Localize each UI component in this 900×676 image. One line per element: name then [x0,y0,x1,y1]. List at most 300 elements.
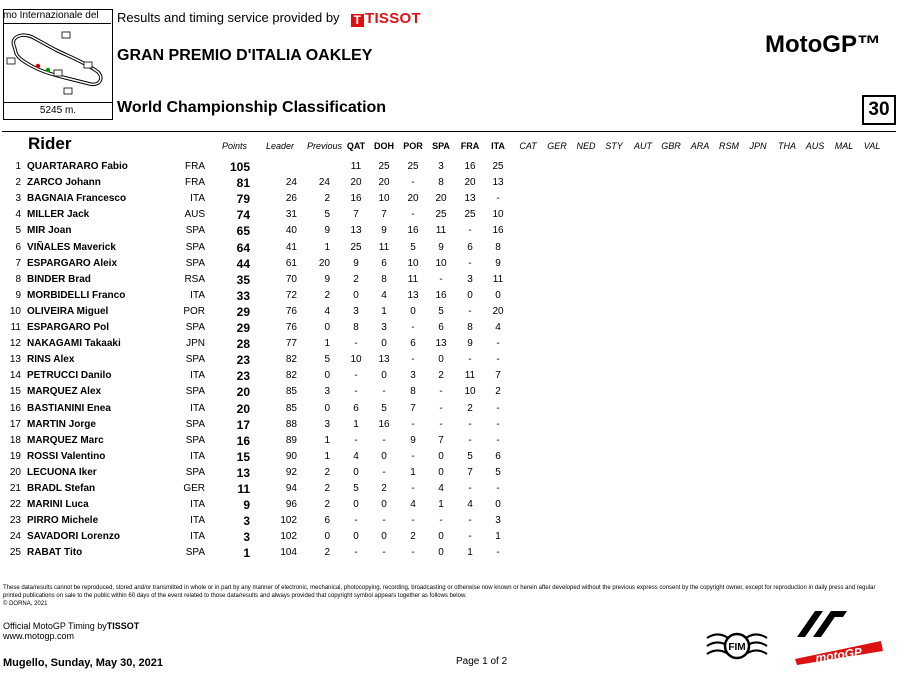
race-points-cell: 9 [381,225,387,237]
rider-gap-previous: 9 [324,273,330,285]
column-header-race: FRA [460,141,480,151]
rider-nation: ITA [190,193,205,205]
rider-nation: FRA [185,161,205,172]
race-points-cell: - [354,434,358,446]
rider-name: OLIVEIRA Miguel [27,305,109,317]
rider-points: 16 [236,433,250,448]
circuit-track-map [6,26,108,98]
race-points-cell: 13 [378,354,390,366]
header-divider [2,131,896,132]
rider-nation: FRA [185,177,205,189]
race-points-cell: 9 [438,241,444,253]
rider-gap-leader: 77 [285,338,297,350]
rider-position: 17 [9,418,21,430]
race-points-cell: - [411,515,415,527]
column-header-race: THA [778,141,796,151]
official-timing-brand: TISSOT [106,621,140,631]
race-points-cell: 20 [407,193,419,205]
column-header-race: SPA [432,141,450,151]
race-points-cell: - [411,322,415,333]
race-points-cell: 13 [407,289,419,301]
rider-position: 22 [9,499,21,511]
table-row [0,274,900,290]
rider-position: 5 [15,225,21,237]
race-points-cell: - [411,177,415,189]
rider-nation: ITA [190,450,205,462]
rider-points: 44 [236,256,250,271]
race-points-cell: 13 [435,338,447,350]
tissot-wordmark: TISSOT [365,10,421,27]
rider-gap-previous: 24 [318,177,330,189]
motogp-mark-text: motoGP [814,644,863,665]
rider-name: ZARCO Johann [27,177,101,189]
race-points-cell: 3 [467,273,473,285]
race-points-cell: - [411,450,415,462]
race-points-cell: 0 [438,450,444,462]
rider-name: MARTIN Jorge [27,418,96,430]
rider-gap-leader: 96 [285,499,297,511]
race-points-cell: 2 [410,531,416,543]
race-points-cell: 11 [407,273,419,285]
race-points-cell: 0 [353,466,359,478]
tissot-cross-icon: T [351,14,364,27]
rider-name: MILLER Jack [27,209,90,221]
race-points-cell: 10 [350,354,362,366]
race-points-cell: 1 [353,418,359,430]
rider-nation: AUS [184,209,205,221]
rider-points: 11 [237,482,250,496]
rider-name: MARQUEZ Alex [27,386,102,398]
race-points-cell: 25 [378,161,390,172]
website-url[interactable]: www.motogp.com [3,631,75,641]
rider-points: 65 [236,224,250,239]
rider-points: 23 [236,353,250,368]
race-points-cell: 20 [435,193,447,205]
rider-position: 8 [15,273,21,285]
race-points-cell: 0 [353,499,359,511]
rider-name: MORBIDELLI Franco [27,289,126,301]
race-points-cell: 11 [378,241,390,253]
rider-position: 18 [9,434,21,446]
circuit-length: 5245 m. [3,102,113,120]
race-points-cell: 3 [353,305,359,317]
rider-nation: ITA [190,370,205,382]
rider-gap-leader: 85 [285,402,297,414]
race-points-cell: - [354,547,358,559]
circuit-name: mo Internazionale del [3,9,111,24]
event-title: GRAN PREMIO D'ITALIA OAKLEY [117,47,373,64]
rider-nation: ITA [190,515,205,527]
race-points-cell: - [496,418,500,430]
rider-gap-previous: 0 [324,531,330,543]
rider-gap-previous: 5 [324,354,330,366]
race-points-cell: 4 [381,289,387,301]
race-points-cell: 0 [381,338,387,350]
table-row [0,161,900,177]
race-points-cell: - [439,273,443,285]
rider-points: 105 [229,160,250,174]
rider-gap-previous: 2 [324,289,330,301]
race-points-cell: 1 [381,305,387,317]
rider-points: 28 [236,337,250,352]
rider-position: 11 [10,322,21,333]
race-points-cell: 4 [467,499,473,511]
rider-position: 2 [15,177,21,189]
rider-position: 7 [15,257,21,269]
race-points-cell: 6 [438,322,444,333]
rider-position: 1 [15,161,21,172]
race-points-cell: - [411,483,415,494]
rider-gap-previous: 0 [324,370,330,382]
race-points-cell: - [439,386,443,398]
column-header-race: POR [403,141,423,151]
column-header-previous: Previous [307,141,343,151]
race-points-cell: - [411,354,415,366]
race-points-cell: - [468,305,472,317]
rider-gap-previous: 4 [324,305,330,317]
column-header-leader: Leader [266,141,295,151]
rider-gap-leader: 72 [285,289,297,301]
rider-points: 20 [236,385,250,400]
rider-points: 64 [236,240,250,255]
rider-position: 20 [9,466,21,478]
race-points-cell: - [496,434,500,446]
rider-name: ESPARGARO Pol [27,322,110,333]
race-points-cell: 5 [467,450,473,462]
race-points-cell: 11 [350,161,362,172]
race-points-cell: - [411,418,415,430]
rider-gap-leader: 31 [285,209,297,221]
race-points-cell: - [382,515,386,527]
race-points-cell: 16 [378,418,390,430]
table-row [0,193,900,209]
rider-gap-previous: 5 [324,209,330,221]
rider-name: MARINI Luca [27,499,89,511]
rider-gap-leader: 102 [280,515,297,527]
race-points-cell: 13 [350,225,362,237]
race-points-cell: 10 [407,257,419,269]
race-points-cell: - [354,370,358,382]
rider-nation: JPN [186,338,205,350]
rider-name: RABAT Tito [27,547,83,559]
rider-nation: SPA [185,322,205,333]
column-header-race: AUS [805,141,825,151]
rider-gap-previous: 3 [324,418,330,430]
race-points-cell: - [468,418,472,430]
column-header-race: ITA [491,141,505,151]
rider-gap-leader: 85 [285,386,297,398]
race-points-cell: 6 [467,241,473,253]
race-points-cell: 0 [410,305,416,317]
rider-gap-leader: 70 [285,273,297,285]
rider-name: LECUONA Iker [27,466,97,478]
motogp-brand: MotoGP™ [765,31,881,58]
rider-points: 79 [236,192,250,207]
rider-position: 13 [9,354,21,366]
race-points-cell: 0 [495,499,501,511]
rider-nation: SPA [185,547,205,559]
rider-points: 1 [243,546,250,561]
table-row [0,483,900,499]
rider-gap-previous: 2 [324,499,330,511]
race-points-cell: 4 [410,499,416,511]
table-row [0,322,900,338]
table-row [0,338,900,354]
rider-position: 10 [9,305,21,317]
rider-position: 4 [15,209,21,221]
rider-points: 23 [236,369,250,384]
rider-position: 6 [15,241,21,253]
race-points-cell: 3 [438,161,444,172]
race-points-cell: 8 [467,322,473,333]
rider-position: 15 [9,386,21,398]
column-header-race: CAT [519,141,537,151]
race-points-cell: 7 [467,466,473,478]
race-points-cell: 16 [435,289,447,301]
race-points-cell: 1 [495,531,501,543]
race-points-cell: 2 [381,483,387,494]
rider-name: PIRRO Michele [27,515,99,527]
rider-gap-previous: 2 [324,483,330,494]
rider-gap-previous: 2 [324,193,330,205]
race-points-cell: 0 [381,450,387,462]
race-points-cell: - [468,434,472,446]
rider-gap-previous: 2 [324,547,330,559]
rider-gap-previous: 2 [324,466,330,478]
race-points-cell: 8 [381,273,387,285]
rider-gap-leader: 89 [285,434,297,446]
race-points-cell: - [439,515,443,527]
rider-gap-leader: 90 [285,450,297,462]
race-points-cell: 1 [438,499,444,511]
race-points-cell: 9 [353,257,359,269]
race-points-cell: 6 [495,450,501,462]
rider-nation: ITA [190,531,205,543]
race-points-cell: 2 [495,386,501,398]
column-header-race: MAL [834,141,854,151]
race-points-cell: 7 [438,434,444,446]
race-points-cell: 16 [350,193,362,205]
rider-gap-previous: 1 [324,338,330,350]
provided-by-text: Results and timing service provided by [117,10,340,25]
race-points-cell: 0 [438,466,444,478]
rider-gap-leader: 61 [285,257,297,269]
race-points-cell: 10 [435,257,447,269]
race-points-cell: 0 [353,289,359,301]
fim-text: FIM [728,642,746,653]
rider-gap-previous: 20 [318,257,330,269]
rider-name: MARQUEZ Marc [27,434,104,446]
rider-position: 25 [9,547,21,559]
race-points-cell: - [496,193,500,205]
column-header-race: QAT [346,141,366,151]
race-points-cell: 1 [410,466,416,478]
race-points-cell: 2 [438,370,444,382]
race-points-cell: - [439,418,443,430]
classification-title: World Championship Classification [117,99,387,116]
race-points-cell: - [468,354,472,366]
race-points-cell: 0 [381,531,387,543]
rider-name: BASTIANINI Enea [27,402,111,414]
disclaimer [3,584,883,608]
rider-nation: RSA [184,273,205,285]
column-header-race: ARA [690,141,710,151]
column-header-race: GER [547,141,567,151]
table-row [0,242,900,258]
race-points-cell: 0 [438,547,444,559]
rider-nation: SPA [185,241,205,253]
race-points-cell: 0 [353,531,359,543]
table-row [0,451,900,467]
race-points-cell: - [354,386,358,398]
race-points-cell: 13 [492,177,504,189]
race-points-cell: 9 [410,434,416,446]
rider-gap-leader: 82 [285,370,297,382]
rider-gap-previous: 1 [324,241,330,253]
column-header-race: DOH [374,141,394,151]
race-points-cell: 16 [464,161,476,172]
race-points-cell: 10 [464,386,476,398]
race-points-cell: 13 [464,193,476,205]
rider-nation: ITA [190,289,205,301]
race-points-cell: - [496,483,500,494]
race-points-cell: 3 [495,515,501,527]
official-timing [3,621,139,631]
table-row [0,354,900,370]
rider-gap-leader: 40 [285,225,297,237]
rider-points: 13 [236,465,250,480]
race-points-cell: 7 [495,370,501,382]
race-points-cell: 6 [353,402,359,414]
race-points-cell: 5 [381,402,387,414]
page-indicator: Page 1 of 2 [456,656,508,667]
rider-name: SAVADORI Lorenzo [27,531,120,543]
race-points-cell: 4 [438,483,444,494]
race-points-cell: - [496,402,500,414]
rider-position: 14 [9,370,21,382]
table-row [0,419,900,435]
rider-nation: SPA [185,434,205,446]
rider-nation: SPA [185,225,205,237]
race-points-cell: 8 [353,322,359,333]
race-points-cell: 25 [350,241,362,253]
rider-points: 29 [236,304,250,319]
race-points-cell: 5 [438,305,444,317]
race-points-cell: 8 [410,386,416,398]
rider-gap-leader: 104 [280,547,297,559]
rider-position: 16 [9,402,21,414]
race-points-cell: 7 [381,209,387,221]
rider-gap-leader: 76 [285,305,297,317]
rider-name: BRADL Stefan [27,483,96,494]
venue-date: Mugello, Sunday, May 30, 2021 [3,657,163,669]
race-points-cell: 5 [495,466,501,478]
rider-points: 81 [236,176,250,191]
column-header-points: Points [222,141,248,151]
race-points-cell: 1 [467,547,473,559]
column-header-race: AUT [634,141,652,151]
race-points-cell: - [382,547,386,559]
race-points-cell: 20 [492,305,504,317]
race-points-cell: 10 [378,193,390,205]
rider-nation: ITA [190,402,205,414]
table-row [0,225,900,241]
fim-logo [705,626,769,666]
rider-name: PETRUCCI Danilo [27,370,112,382]
tissot-logo [351,10,421,27]
race-points-cell: 2 [467,402,473,414]
rider-name: MIR Joan [27,225,72,237]
rider-position: 24 [9,531,21,543]
race-points-cell: 8 [438,177,444,189]
column-header-race: STY [605,141,623,151]
race-points-cell: - [439,402,443,414]
race-points-cell: - [496,547,500,559]
race-points-cell: 0 [381,499,387,511]
race-points-cell: 25 [407,161,419,172]
rider-gap-leader: 82 [285,354,297,366]
rider-name: NAKAGAMI Takaaki [27,338,121,350]
motogp-logo-mark [787,607,887,665]
race-points-cell: - [468,257,472,269]
disclaimer-text: These data/results cannot be reproduced, stored and/or transmitted in whole or in part by any manner of electronic, mechanical, photocopying, recording, broadcasting or otherwise now known or herein after developed without the previous express consent by the copyright owner, except for reproduction in daily press and regular printed publications on sale to the public within 60 days of the event related to those data/results and always provided that copyright symbol appears together as follows below. [3,585,876,599]
race-points-cell: - [468,225,472,237]
rider-gap-previous: 0 [324,322,330,333]
race-points-cell: 11 [492,273,504,285]
race-points-cell: 7 [353,209,359,221]
rider-gap-previous: 1 [324,450,330,462]
table-row [0,209,900,225]
race-points-cell: - [382,434,386,446]
race-points-cell: 9 [467,338,473,350]
rider-nation: ITA [190,499,205,511]
table-row [0,386,900,402]
rider-gap-previous: 0 [324,402,330,414]
rider-position: 3 [15,193,21,205]
race-points-cell: 0 [467,289,473,301]
race-points-cell: 0 [381,370,387,382]
race-points-cell: 9 [495,257,501,269]
rider-position: 9 [15,289,21,301]
race-points-cell: - [496,354,500,366]
rider-points: 74 [236,208,250,223]
table-row [0,435,900,451]
race-points-cell: 20 [464,177,476,189]
rider-gap-leader: 94 [285,483,297,494]
rider-gap-previous: 6 [324,515,330,527]
rider-nation: SPA [185,257,205,269]
rider-points: 17 [236,417,250,432]
rider-gap-leader: 102 [280,531,297,543]
rider-nation: SPA [185,386,205,398]
race-points-cell: - [468,515,472,527]
table-row [0,531,900,547]
rider-name: BINDER Brad [27,273,91,285]
column-header-race: GBR [661,141,681,151]
rider-position: 23 [9,515,21,527]
rider-nation: SPA [185,354,205,366]
rider-points: 3 [243,530,250,545]
rider-nation: SPA [185,466,205,478]
race-points-cell: 10 [492,209,504,221]
race-points-cell: - [382,466,386,478]
race-points-cell: 6 [381,257,387,269]
race-points-cell: 6 [410,338,416,350]
column-header-race: JPN [749,141,767,151]
column-header-race: NED [576,141,596,151]
rider-gap-leader: 41 [285,241,297,253]
rider-gap-previous: 1 [324,434,330,446]
